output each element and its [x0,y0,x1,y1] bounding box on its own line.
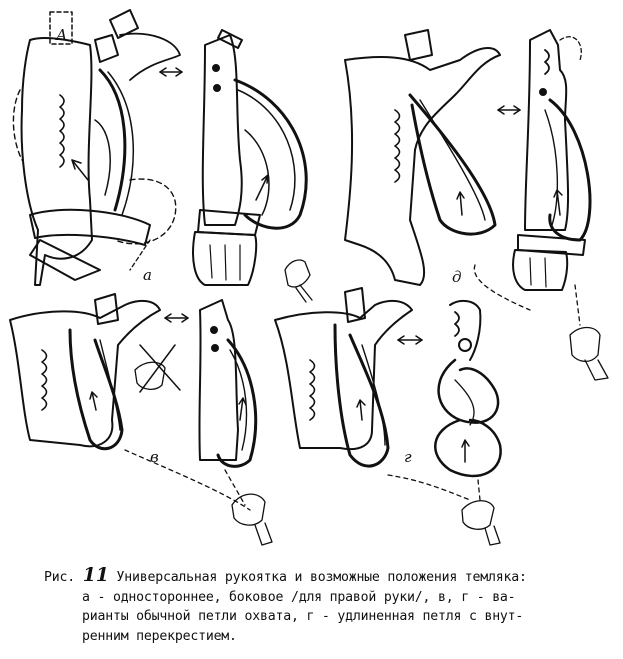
caption-prefix: Рис. [44,570,75,585]
caption-line-1 [44,566,604,588]
panel-g-side-view [388,301,501,545]
caption-number: 11 [82,564,109,586]
panel-label-d: д [452,268,462,286]
double-arrow-icon [160,68,182,76]
double-arrow-icon [398,336,422,344]
panel-a-handle [13,10,180,285]
panel-g-handle [275,288,412,466]
double-arrow-icon [165,314,188,322]
panel-v-handle [10,294,180,466]
caption-line-3: рианты обычной петли охвата, г - удлиненная петля с внут- [82,609,524,624]
panel-label-g: г [404,448,412,466]
panel-label-v: в [150,448,159,466]
double-arrow-icon [498,106,520,114]
caption-line-4: ренним перекрестием. [82,628,237,644]
caption-title: Универсальная рукоятка и возможные положения темляка: [116,570,527,585]
figure-caption [44,566,604,646]
caption-line-2: а - одностороннее, боковое /для правой руки/, в, г - ва- [82,589,516,605]
panel-d-handle [345,30,500,285]
panel-label-a: а [143,266,152,284]
panel-d-side-view [452,30,608,380]
panel-a-side-view [193,30,312,302]
panel-v-side-view [125,300,272,545]
panel-label-a-top: А [56,26,68,44]
